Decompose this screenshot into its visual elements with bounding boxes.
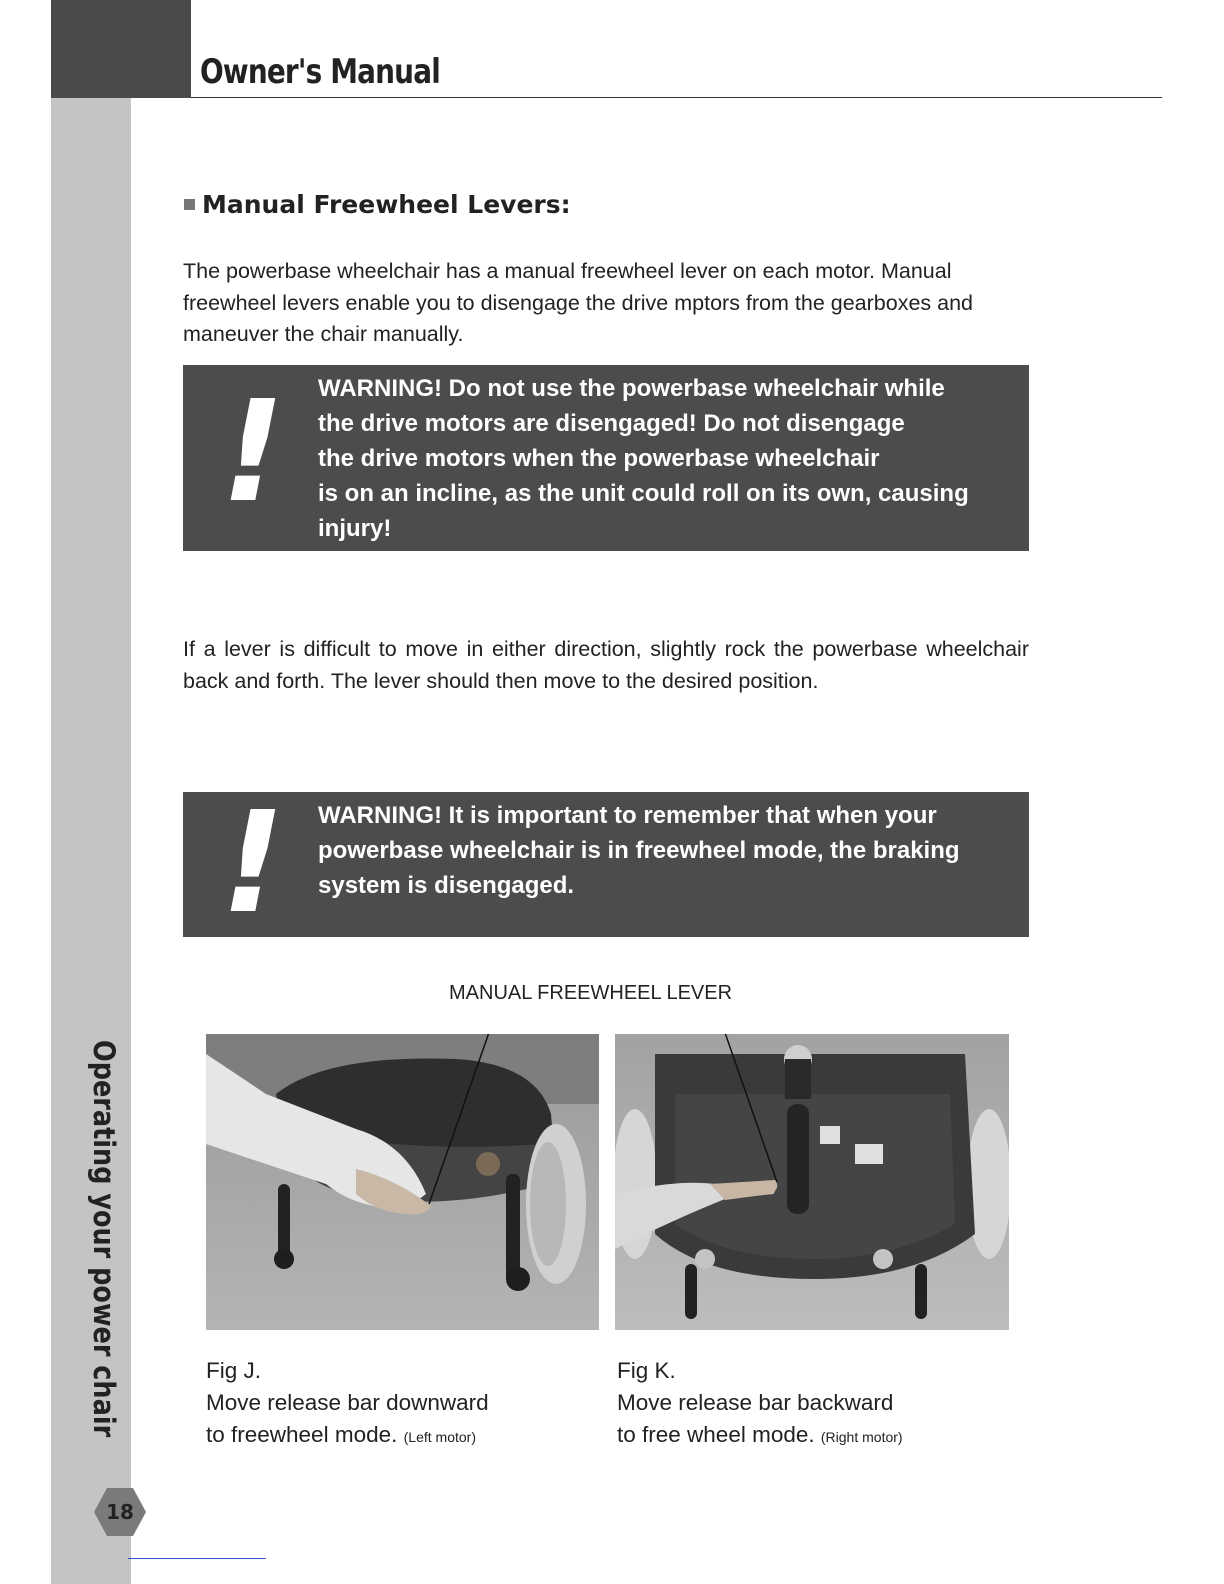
document-title: Owner's Manual [200,52,440,92]
warning-line: the drive motors are disengaged! Do not disengage [318,410,905,437]
exclamation-icon: ! [221,782,285,945]
wheelchair-right-photo [615,1034,1009,1330]
warning-line: the drive motors when the powerbase wheelchair [318,445,880,472]
warning-text-1 [318,371,1008,546]
footer-rule [128,1558,266,1559]
fig-label: Fig J. [206,1358,262,1383]
caption-fig-j [206,1355,489,1453]
warning-line: system is disengaged. [318,872,575,899]
square-bullet-icon [184,199,195,210]
warning-line: powerbase wheelchair is in freewheel mode, the braking [318,837,960,864]
caption-fig-k [617,1355,903,1453]
caption-line [617,1419,903,1453]
photo-fig-k [615,1034,1009,1330]
section-heading [184,190,571,219]
caption-line: Move release bar backward [617,1390,894,1415]
wheelchair-left-photo [206,1034,599,1330]
warning-box-1 [183,365,1029,551]
rock-paragraph: If a lever is difficult to move in either direction, slightly rock the powerbase wheelchair back and forth. The lever should then move to the desired position. [183,637,1029,693]
motor-note: (Right motor) [820,1429,903,1445]
caption-line-text: to freewheel mode. [206,1422,398,1447]
warning-line: is on an incline, as the unit could roll on its own, causing [318,480,969,507]
section-title: Manual Freewheel Levers: [202,190,571,219]
header-rule [191,97,1162,98]
warning-text-2 [318,798,1008,903]
exclamation-icon: ! [221,371,285,534]
chapter-title-text: Operating your power chair [87,1040,121,1438]
page-number: 18 [106,1500,134,1524]
photo-fig-j [206,1034,599,1330]
warning-line: injury! [318,515,392,542]
motor-note: (Left motor) [403,1429,476,1445]
chapter-title-vertical [87,1040,121,1491]
caption-line-text: to free wheel mode. [617,1422,815,1447]
header-block [51,0,191,98]
fig-label: Fig K. [617,1358,676,1383]
warning-line: WARNING! It is important to remember that when your [318,802,937,829]
warning-box-2 [183,782,1029,945]
lever-callout-label: MANUAL FREEWHEEL LEVER [449,982,733,1004]
warning-line: WARNING! Do not use the powerbase wheelchair while [318,375,945,402]
caption-line [206,1419,489,1453]
caption-line: Move release bar downward [206,1390,489,1415]
intro-paragraph: The powerbase wheelchair has a manual freewheel lever on each motor. Manual freewheel levers enable you to disengage the drive mptors from the gearboxes and maneuver the chair manually. [183,259,973,346]
